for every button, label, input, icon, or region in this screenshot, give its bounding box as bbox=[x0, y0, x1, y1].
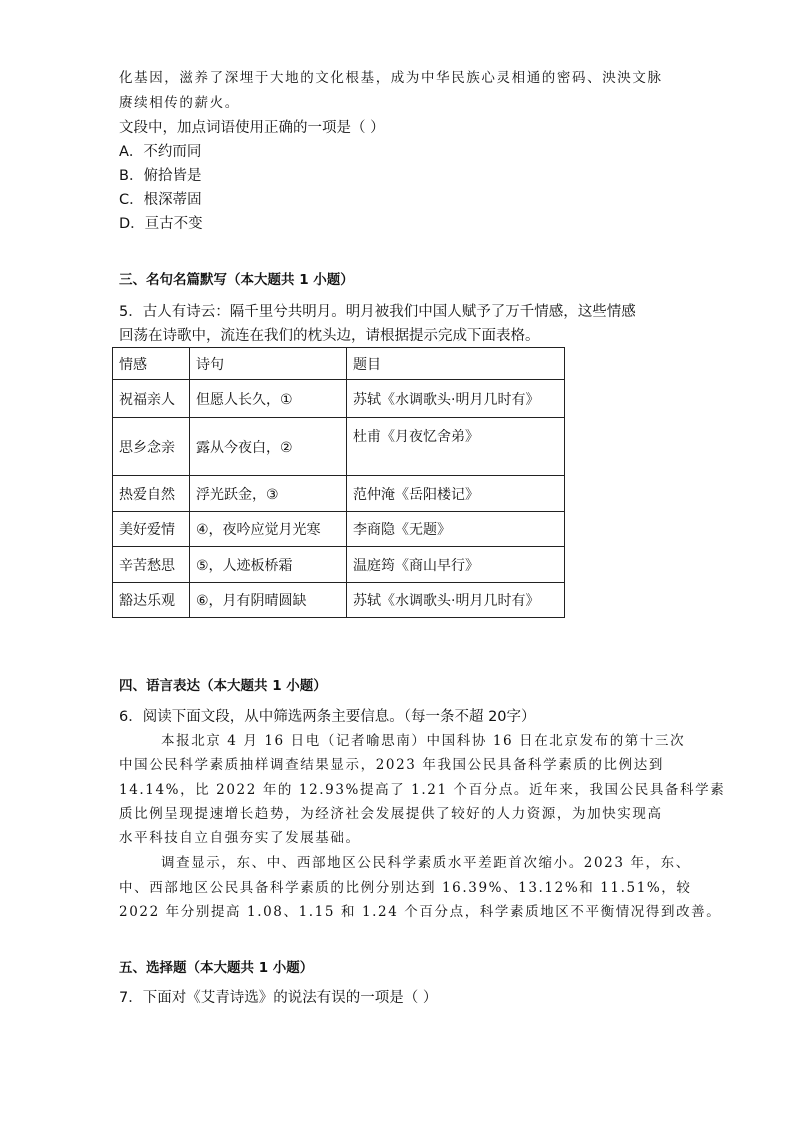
question-4-prompt: 文段中，加点词语使用正确的一项是（ ） bbox=[119, 120, 385, 136]
table-cell: ⑤，人迹板桥霜 bbox=[190, 547, 347, 583]
table-row bbox=[113, 476, 565, 512]
table-row bbox=[113, 418, 565, 476]
question-4-option-c: C．根深蒂固 bbox=[119, 192, 202, 208]
table-cell: 范仲淹《岳阳楼记》 bbox=[347, 476, 565, 512]
question-4-option-a: A．不约而同 bbox=[119, 144, 202, 160]
poem-table bbox=[112, 347, 565, 618]
table-cell: 祝福亲人 bbox=[113, 380, 190, 418]
question-4-option-b: B．俯拾皆是 bbox=[119, 168, 202, 184]
question-6-prompt: 6．阅读下面文段，从中筛选两条主要信息。（每一条不超 20字） bbox=[119, 709, 536, 725]
table-cell: 辛苦愁思 bbox=[113, 547, 190, 583]
table-row bbox=[113, 547, 565, 583]
table-row bbox=[113, 380, 565, 418]
table-cell: 杜甫《月夜忆舍弟》 bbox=[347, 418, 565, 476]
table-row bbox=[113, 583, 565, 618]
table-cell: 苏轼《水调歌头·明月几时有》 bbox=[347, 380, 565, 418]
table-cell: 但愿人长久，① bbox=[190, 380, 347, 418]
table-cell: 浮光跃金，③ bbox=[190, 476, 347, 512]
section-3-title: 三、名句名篇默写（本大题共 1 小题） bbox=[119, 272, 354, 288]
article-line: 水平科技自立自强夯实了发展基础。 bbox=[119, 830, 361, 846]
table-header: 情感 bbox=[113, 348, 190, 380]
table-cell: ④，夜吟应觉月光寒 bbox=[190, 512, 347, 547]
table-cell: 温庭筠《商山早行》 bbox=[347, 547, 565, 583]
table-cell: 思乡念亲 bbox=[113, 418, 190, 476]
article-line: 14.14%，比 2022 年的 12.93%提高了 1.21 个百分点。近年来，我国公民具备科学素 bbox=[119, 782, 726, 798]
table-cell: 苏轼《水调歌头·明月几时有》 bbox=[347, 583, 565, 618]
table-cell: ⑥，月有阴晴圆缺 bbox=[190, 583, 347, 618]
table-header-row bbox=[113, 348, 565, 380]
section-5-title: 五、选择题（本大题共 1 小题） bbox=[119, 960, 314, 976]
passage-line: 化基因，滋养了深埋于大地的文化根基，成为中华民族心灵相通的密码、泱泱文脉 bbox=[119, 70, 663, 86]
table-cell: 热爱自然 bbox=[113, 476, 190, 512]
article-line: 质比例呈现提速增长趋势，为经济社会发展提供了较好的人力资源，为加快实现高 bbox=[119, 806, 663, 822]
question-5-line: 5．古人有诗云：隔千里兮共明月。明月被我们中国人赋予了万千情感，这些情感 bbox=[119, 304, 636, 320]
table-row bbox=[113, 512, 565, 547]
article-line: 中国公民科学素质抽样调查结果显示，2023 年我国公民具备科学素质的比例达到 bbox=[119, 757, 664, 773]
question-5-line: 回荡在诗歌中，流连在我们的枕头边，请根据提示完成下面表格。 bbox=[119, 328, 540, 344]
table-cell: 美好爱情 bbox=[113, 512, 190, 547]
article-line: 本报北京 4 月 16 日电（记者喻思南）中国科协 16 日在北京发布的第十三次 bbox=[161, 733, 686, 749]
article-line: 中、西部地区公民具备科学素质的比例分别达到 16.39%、13.12%和 11.51%，较 bbox=[119, 880, 692, 896]
section-4-title: 四、语言表达（本大题共 1 小题） bbox=[119, 678, 327, 694]
table-cell: 豁达乐观 bbox=[113, 583, 190, 618]
article-line: 调查显示，东、中、西部地区公民科学素质水平差距首次缩小。2023 年，东、 bbox=[161, 855, 691, 871]
table-cell: 李商隐《无题》 bbox=[347, 512, 565, 547]
table-header: 题目 bbox=[347, 348, 565, 380]
article-line: 2022 年分别提高 1.08、1.15 和 1.24 个百分点，科学素质地区不平衡情况得到改善。 bbox=[119, 904, 722, 920]
question-4-option-d: D．亘古不变 bbox=[119, 216, 203, 232]
table-header: 诗句 bbox=[190, 348, 347, 380]
table-cell: 露从今夜白，② bbox=[190, 418, 347, 476]
question-7-prompt: 7．下面对《艾青诗选》的说法有误的一项是（ ） bbox=[119, 990, 438, 1006]
passage-line: 赓续相传的薪火。 bbox=[119, 95, 240, 111]
